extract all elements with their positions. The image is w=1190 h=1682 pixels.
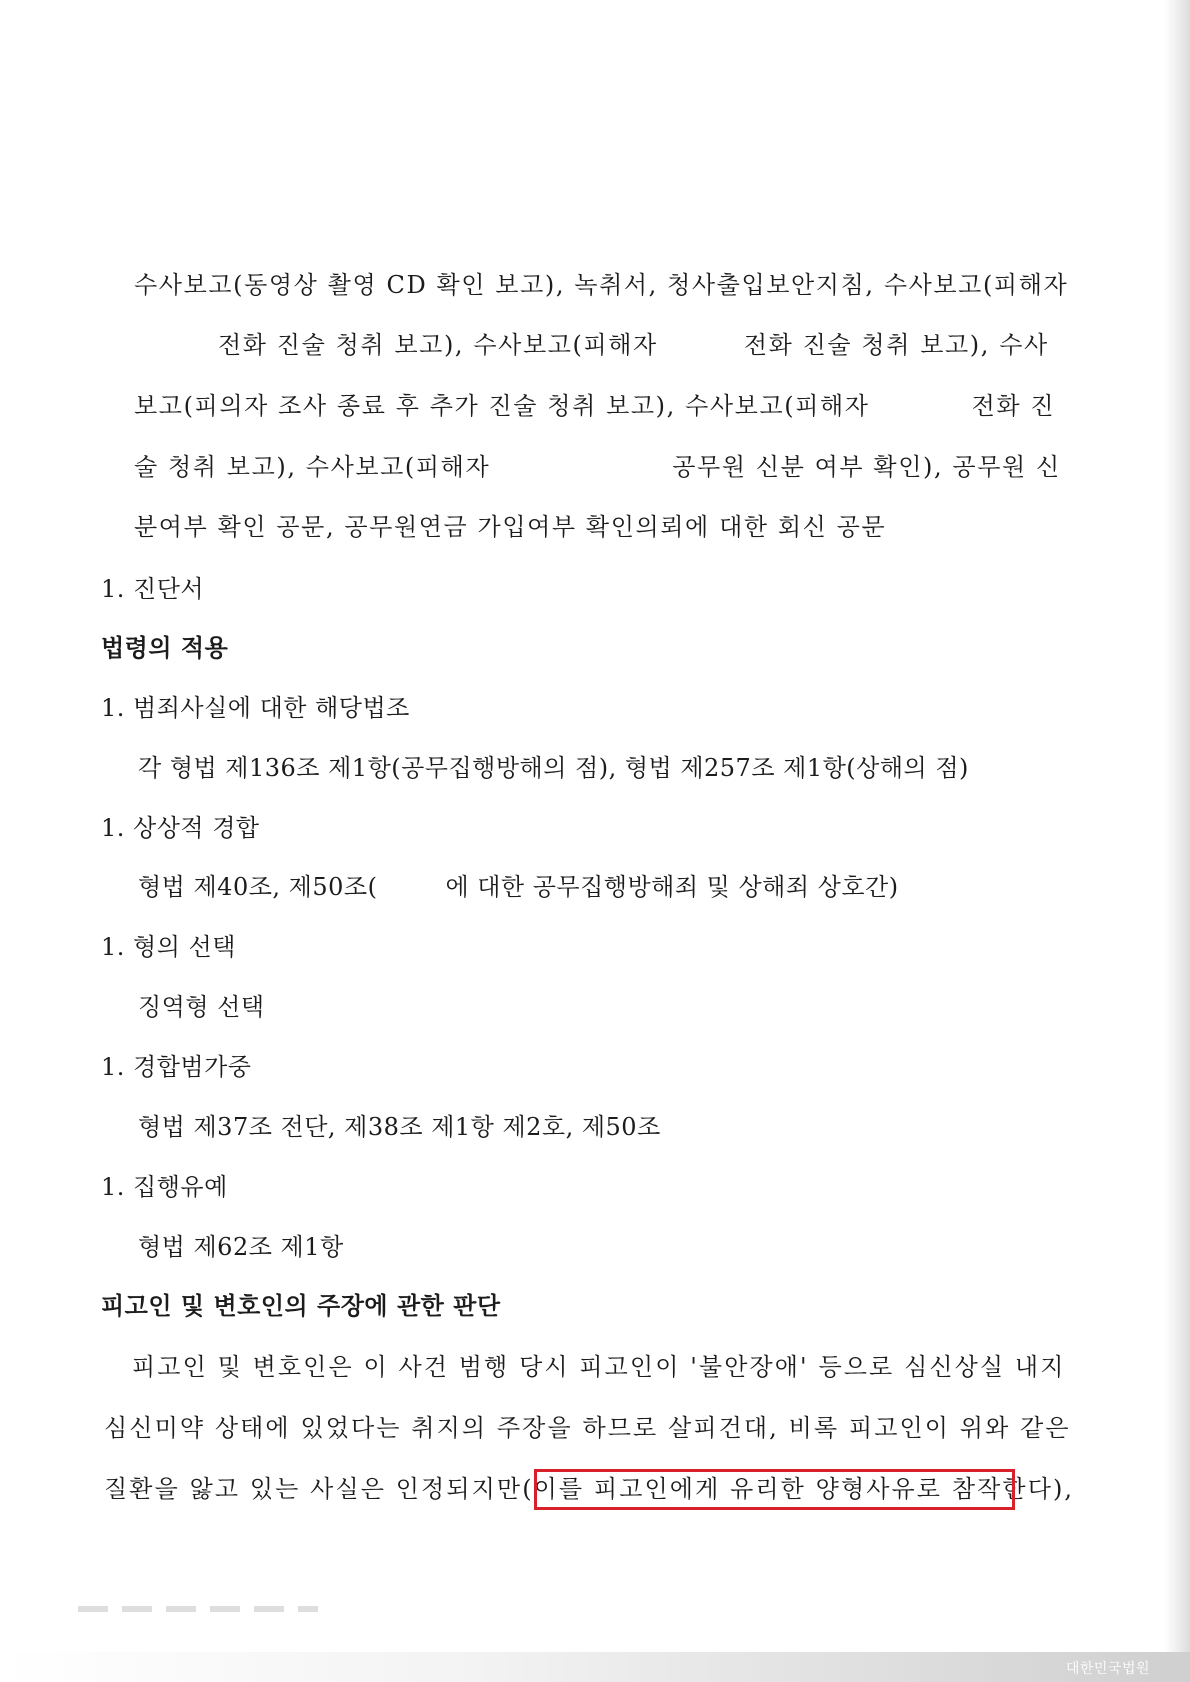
judgment-paragraph-line-1: 피고인 및 변호인은 이 사건 범행 당시 피고인이 '불안장애' 등으로 심신상실 내지 — [132, 1353, 1066, 1381]
law-item-body-1: 각 형법 제136조 제1항(공무집행방해의 점), 형법 제257조 제1항(상해의 점) — [138, 754, 969, 782]
law-item-heading-5: 1. 집행유예 — [101, 1173, 228, 1201]
judgment-paragraph-line-2: 심신미약 상태에 있었다는 취지의 주장을 하므로 살피건대, 비록 피고인이 위와 같은 — [104, 1414, 1071, 1442]
evidence-line-2: 전화 진술 청취 보고), 수사보고(피해자 전화 진술 청취 보고), 수사 — [218, 331, 1049, 359]
scan-edge-shadow — [1164, 0, 1190, 1682]
footer-court-mark: 대한민국법원 — [1065, 1661, 1150, 1677]
highlighted-phrase: (이를 피고인에게 유리한 양형사유로 참작 — [522, 1475, 1003, 1503]
law-item-body-4: 형법 제37조 전단, 제38조 제1항 제2호, 제50조 — [138, 1113, 661, 1141]
evidence-item-diagnosis: 1. 진단서 — [101, 575, 205, 603]
law-item-body-2: 형법 제40조, 제50조( 에 대한 공무집행방해죄 및 상해죄 상호간) — [138, 873, 899, 901]
law-item-heading-3: 1. 형의 선택 — [101, 933, 236, 961]
law-item-heading-4: 1. 경합범가중 — [101, 1053, 252, 1081]
evidence-line-1: 수사보고(동영상 촬영 CD 확인 보고), 녹취서, 청사출입보안지침, 수사보고(피해자 — [134, 271, 1069, 299]
evidence-line-5: 분여부 확인 공문, 공무원연금 가입여부 확인의뢰에 대한 회신 공문 — [134, 513, 887, 541]
evidence-line-4: 술 청취 보고), 수사보고(피해자 공무원 신분 여부 확인), 공무원 신 — [134, 453, 1061, 481]
red-highlight-box — [534, 1469, 1015, 1510]
judgment-paragraph-line-3: 질환을 앓고 있는 사실은 인정되지만(이를 피고인에게 유리한 양형사유로 참작한다), — [104, 1475, 1075, 1503]
law-item-body-5: 형법 제62조 제1항 — [138, 1233, 344, 1261]
law-item-body-3: 징역형 선택 — [138, 993, 265, 1021]
footer-faint-text — [78, 1606, 318, 1612]
law-item-heading-1: 1. 범죄사실에 대한 해당법조 — [101, 694, 410, 722]
section-heading-judgment: 피고인 및 변호인의 주장에 관한 판단 — [101, 1292, 501, 1320]
footer-bar — [0, 1652, 1190, 1682]
law-item-heading-2: 1. 상상적 경합 — [101, 814, 260, 842]
section-heading-law: 법령의 적용 — [101, 634, 229, 662]
evidence-line-3: 보고(피의자 조사 종료 후 추가 진술 청취 보고), 수사보고(피해자 전화 진 — [134, 392, 1056, 420]
